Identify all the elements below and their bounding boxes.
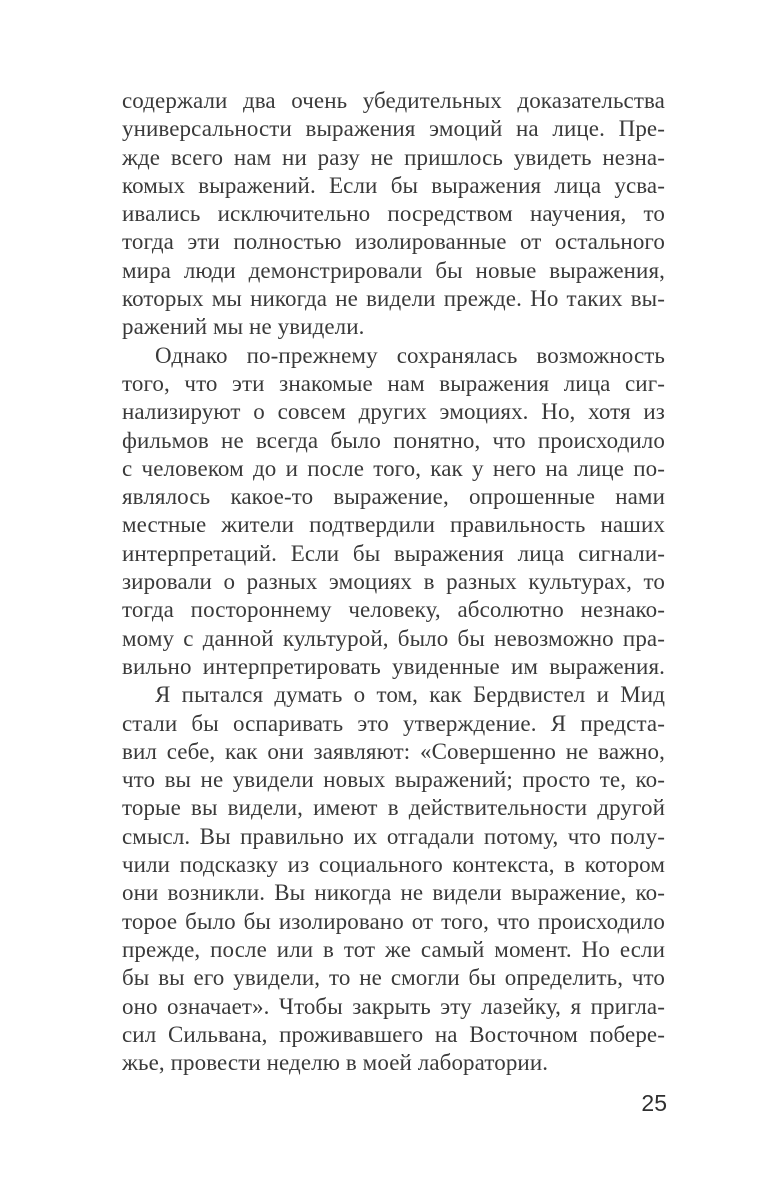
text-line: вил себе, как они заявляют: «Совершенно не важно,	[122, 738, 665, 764]
paragraph	[122, 87, 665, 342]
text-line: интерпретаций. Если бы выражения лица сигнали-	[122, 540, 665, 566]
text-line: фильмов не всегда было понятно, что происходило	[122, 427, 665, 453]
text-line: сил Сильвана, проживавшего на Восточном побере-	[122, 1021, 665, 1047]
text-line: комых выражений. Если бы выражения лица усва-	[122, 172, 665, 198]
paragraph	[122, 342, 665, 682]
text-line: торое было бы изолировано от того, что происходило	[122, 908, 665, 934]
text-line: оно означает». Чтобы закрыть эту лазейку, я пригла-	[122, 993, 665, 1019]
paragraph	[122, 681, 665, 1077]
text-line: прежде, после или в тот же самый момент. Но если	[122, 936, 665, 962]
text-line: нализируют о совсем других эмоциях. Но, хотя из	[122, 399, 665, 425]
text-line: универсальности выражения эмоций на лице. Пре-	[122, 116, 665, 142]
text-line: ивались исключительно посредством научения, то	[122, 201, 665, 227]
text-line: вильно интерпретировать увиденные им выражения.	[122, 653, 665, 679]
text-line: стали бы оспаривать это утверждение. Я предста-	[122, 710, 665, 736]
text-line: чили подсказку из социального контекста, в котором	[122, 852, 665, 878]
text-line: они возникли. Вы никогда не видели выражение, ко-	[122, 880, 665, 906]
text-line: что вы не увидели новых выражений; просто те, ко-	[122, 767, 665, 793]
text-line: Однако по-прежнему сохранялась возможность	[155, 342, 665, 368]
page-number: 25	[641, 1090, 667, 1116]
text-line: ражений мы не увидели.	[122, 314, 365, 340]
text-line: тогда постороннему человеку, абсолютно незнако-	[122, 597, 665, 623]
text-line: местные жители подтвердили правильность наших	[122, 512, 665, 538]
text-line: с человеком до и после того, как у него на лице по-	[122, 455, 665, 481]
text-line: торые вы видели, имеют в действительности другой	[122, 795, 665, 821]
text-line: содержали два очень убедительных доказательства	[122, 88, 665, 113]
page-text	[122, 87, 665, 1077]
text-line: мому с данной культурой, было бы невозможно пра-	[122, 625, 665, 651]
text-line: которых мы никогда не видели прежде. Но таких вы-	[122, 286, 665, 312]
text-line: мира люди демонстрировали бы новые выражения,	[122, 257, 665, 283]
text-line: жде всего нам ни разу не пришлось увидеть незна-	[122, 144, 665, 170]
text-line: тогда эти полностью изолированные от остального	[122, 229, 665, 255]
text-line: того, что эти знакомые нам выражения лица сиг-	[122, 370, 665, 396]
text-line: жье, провести неделю в моей лаборатории.	[122, 1050, 549, 1076]
text-line: бы вы его увидели, то не смогли бы определить, что	[122, 965, 665, 991]
text-line: смысл. Вы правильно их отгадали потому, что полу-	[122, 823, 665, 849]
text-line: зировали о разных эмоциях в разных культурах, то	[122, 569, 665, 595]
text-line: Я пытался думать о том, как Бердвистел и Мид	[155, 682, 665, 708]
text-line: являлось какое-то выражение, опрошенные нами	[122, 484, 665, 510]
